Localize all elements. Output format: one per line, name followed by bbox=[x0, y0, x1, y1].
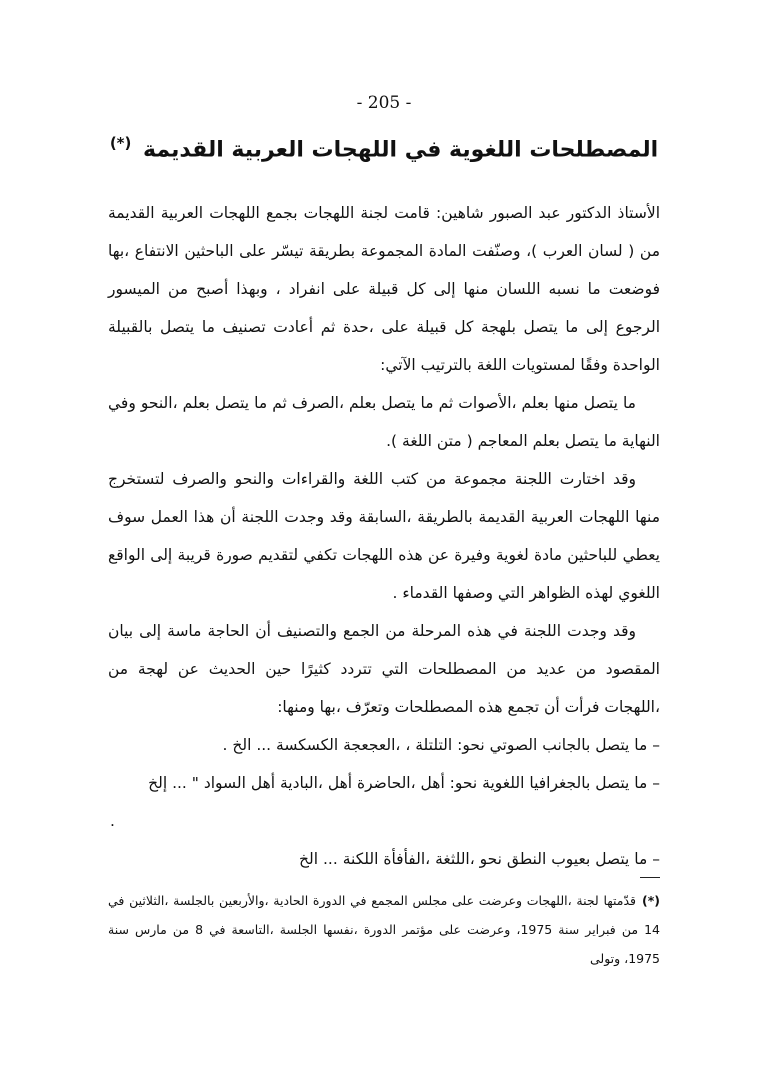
article-body bbox=[108, 194, 660, 878]
footnote-reference-marker: (*) bbox=[109, 134, 132, 152]
article-title-text: المصطلحات اللغوية في اللهجات العربية القديمة bbox=[143, 137, 659, 163]
paragraph-terms: وقد وجدت اللجنة في هذه المرحلة من الجمع والتصنيف أن الحاجة ماسة إلى بيان المقصود من عديد من المصطلحات التي تتردد كثيرًا حين الحديث عن لهجة من ،اللهجات فرأت أن تجمع هذه المصطلحات وتعرّف ،بها ومنها: bbox=[108, 622, 660, 716]
paragraph-intro: الأستاذ الدكتور عبد الصبور شاهين: قامت لجنة اللهجات بجمع اللهجات العربية القديمة من ( لسان العرب )، وصنّفت المادة المجموعة بطريقة تيسّر على الباحثين الانتفاع ،بها فوضعت ما نسبه اللسان منها إلى كل قبيلة على انفراد ، وبهذا أصبح من الميسور الرجوع إلى ما يتصل بلهجة كل قبيلة على ،حدة ثم أعادت تصنيف ما يتصل بالقبيلة الواحدة وفقًا لمستويات اللغة بالترتيب الآتي: bbox=[108, 204, 660, 374]
article-title bbox=[100, 134, 668, 162]
page-number: - 205 - bbox=[356, 93, 412, 113]
list-item-phonetic: – ما يتصل بالجانب الصوتي نحو: التلتلة ، ،العجعجة الكسكسة ... الخ . bbox=[222, 736, 660, 754]
paragraph-levels: ما يتصل منها بعلم ،الأصوات ثم ما يتصل بعلم ،الصرف ثم ما يتصل بعلم ،النحو وفي النهاية ما يتصل بعلم المعاجم ( متن اللغة ). bbox=[108, 394, 660, 450]
list-item-continuation: . bbox=[110, 812, 115, 830]
list-item-geography: – ما يتصل بالجغرافيا اللغوية نحو: أهل ،الحاضرة أهل ،البادية أهل السواد " ... إلخ bbox=[148, 774, 660, 792]
paragraph-books: وقد اختارت اللجنة مجموعة من كتب اللغة والقراءات والنحو والصرف لتستخرج منها اللهجات العربية القديمة بالطريقة ،السابقة وقد وجدت اللجنة أن هذا العمل سوف يعطي للباحثين مادة لغوية وفيرة عن هذه اللهجات تكفي لتقديم صورة قريبة إلى الواقع اللغوي لهذه الظواهر التي وصفها القدماء . bbox=[108, 470, 660, 602]
footnote bbox=[108, 886, 660, 973]
list-item-speech-defects: – ما يتصل بعيوب النطق نحو ،اللثغة ،الفأفأة اللكنة ... الخ bbox=[299, 850, 660, 868]
footnote-divider bbox=[640, 877, 660, 878]
footnote-marker: (*) bbox=[642, 893, 660, 908]
footnote-text: قدّمتها لجنة ،اللهجات وعرضت على مجلس المجمع في الدورة الحادية ،والأربعين بالجلسة ،الثلاثين في 14 من فبراير سنة 1975، وعرضت على مؤتمر الدورة ،نفسها الجلسة ،التاسعة في 8 من مارس سنة 1975، وتولى bbox=[108, 893, 660, 966]
